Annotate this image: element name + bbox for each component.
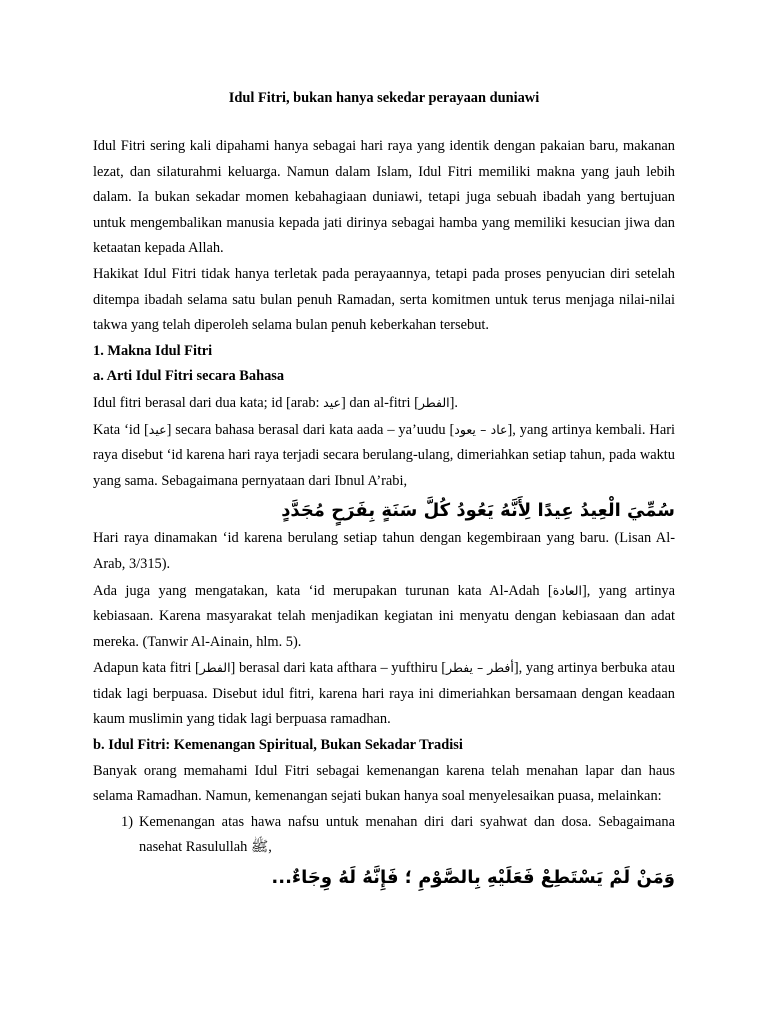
- arabic-quote-hadith: وَمَنْ لَمْ يَسْتَطِعْ فَعَلَيْهِ بِالصَّوْمِ ؛ فَإِنَّهُ لَهُ وِجَاءٌ...: [271, 867, 675, 889]
- text-segment: Kata ‘id [: [93, 421, 149, 438]
- list-item: [93, 810, 675, 861]
- text-segment: ] secara bahasa berasal dari kata aada – ya’uudu [: [166, 421, 455, 438]
- paragraph-dua-kata: [93, 390, 675, 417]
- arabic-inline: الفطر: [199, 660, 231, 676]
- arabic-inline: عاد – يعود: [454, 421, 508, 437]
- list-text: Kemenangan atas hawa nafsu untuk menahan diri dari syahwat dan dosa. Sebagaimana nasehat Rasulullah ﷺ,: [139, 813, 675, 856]
- text-segment: Adapun kata fitri [: [93, 660, 200, 677]
- list-number: 1): [121, 813, 133, 830]
- text-segment: ], yang artinya berbuka atau tidak lagi berpuasa. Disebut idul fitri, karena hari raya ini dimeriahkan bersamaan dengan keadaan kaum muslimin yang tidak lagi berpuasa ramadhan.: [93, 660, 676, 728]
- text-segment: ], yang artinya kebiasaan. Karena masyarakat telah menjadikan kegiatan ini menyatu dengan kebiasaan dan adat mereka. (Tanwir Al-Ainain, hlm. 5).: [93, 582, 676, 650]
- text-segment: Idul fitri berasal dari dua kata; id [arab:: [93, 394, 324, 411]
- document-title: Idul Fitri, bukan hanya sekedar perayaan duniawi: [228, 90, 540, 106]
- arabic-inline: عيد: [323, 394, 341, 410]
- paragraph-al-adah: [93, 578, 675, 656]
- paragraph-lisan-arab: Hari raya dinamakan ‘id karena berulang setiap tahun dengan kegembiraan yang baru. (Lisan Al-Arab, 3/315).: [93, 530, 675, 572]
- paragraph-banyak-orang: Banyak orang memahami Idul Fitri sebagai kemenangan karena telah menahan lapar dan haus selama Ramadhan. Namun, kemenangan sejati bukan hanya soal menyelesaikan puasa, melainkan:: [93, 762, 675, 805]
- text-segment: ] dan al-fitri [: [340, 394, 419, 411]
- text-segment: ].: [449, 394, 459, 411]
- paragraph-kata-fitri: [93, 655, 675, 733]
- arabic-quote-ibnul-arabi: سُمِّيَ الْعِيدُ عِيدًا لِأَنَّهُ يَعُودُ كُلَّ سَنَةٍ بِفَرَحٍ مُجَدَّدٍ: [281, 500, 675, 522]
- paragraph-kata-id: [93, 417, 675, 495]
- document-body: [93, 134, 675, 893]
- paragraph-intro: Idul Fitri sering kali dipahami hanya sebagai hari raya yang identik dengan pakaian baru, makanan lezat, dan silaturahmi keluarga. Namun dalam Islam, Idul Fitri memiliki makna yang jauh lebih dalam. Ia bukan sekadar momen kebahagiaan duniawi, tetapi juga sebuah ibadah yang bertujuan untuk mengembalikan manusia kepada jati dirinya sebagai hamba yang memiliki kesucian jiwa dan ketaatan kepada Allah.: [93, 138, 675, 257]
- arabic-inline: الفطر: [418, 394, 450, 410]
- arabic-inline: أفطر – يفطر: [446, 660, 514, 676]
- heading-arti-bahasa: a. Arti Idul Fitri secara Bahasa: [93, 368, 285, 385]
- paragraph-hakikat: Hakikat Idul Fitri tidak hanya terletak pada perayaannya, tetapi pada proses penyucian diri setelah ditempa ibadah selama satu bulan penuh Ramadan, serta komitmen untuk terus menjaga nilai-nilai takwa yang telah diperoleh selama bulan penuh keberkahan tersebut.: [93, 265, 675, 334]
- text-segment: Ada juga yang mengatakan, kata ‘id merupakan turunan kata Al-Adah [: [93, 582, 553, 599]
- heading-kemenangan: b. Idul Fitri: Kemenangan Spiritual, Bukan Sekadar Tradisi: [93, 737, 463, 754]
- text-segment: ], yang artinya kembali. Hari raya disebut ‘id karena hari raya terjadi secara berulang-ulang, dimeriahkan setiap tahun, pada waktu yang sama. Sebagaimana pernyataan dari Ibnul A’rabi,: [93, 421, 675, 489]
- arabic-inline: عيد: [148, 421, 167, 437]
- text-segment: ] berasal dari kata afthara – yufthiru [: [230, 660, 447, 677]
- arabic-inline: العادة: [552, 582, 582, 598]
- heading-makna: 1. Makna Idul Fitri: [93, 342, 213, 359]
